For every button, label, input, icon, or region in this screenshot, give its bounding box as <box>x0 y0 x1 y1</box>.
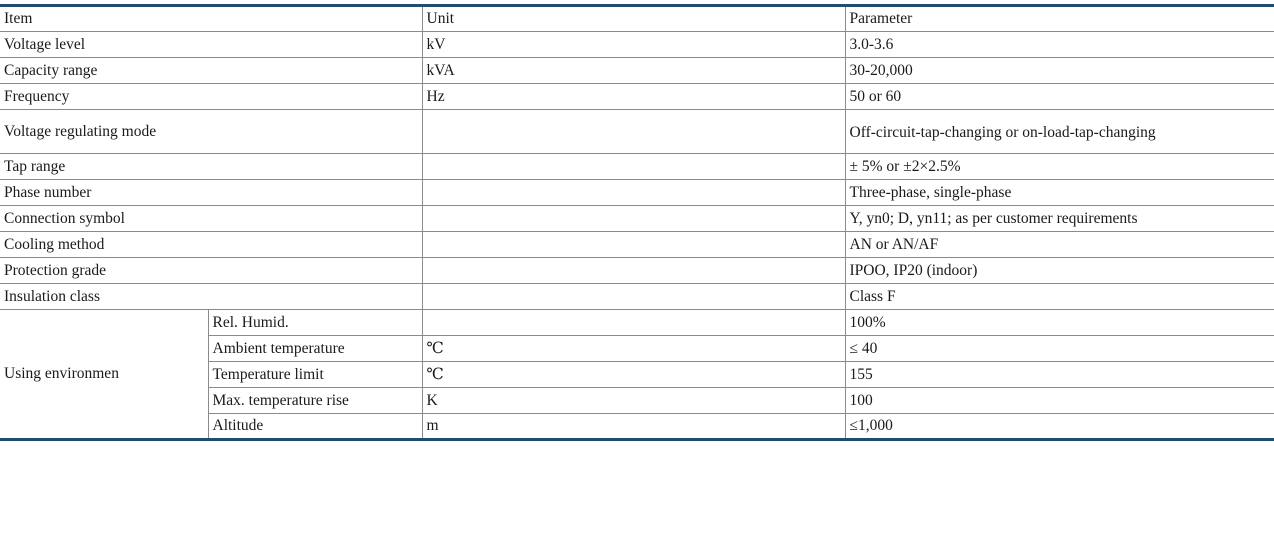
item-cell: Voltage level <box>0 32 422 58</box>
item-cell: Capacity range <box>0 58 422 84</box>
header-parameter: Parameter <box>845 6 1274 32</box>
header-item: Item <box>0 6 422 32</box>
unit-cell <box>422 180 845 206</box>
item-cell: Phase number <box>0 180 422 206</box>
env-param-cell: ≤ 40 <box>845 336 1274 362</box>
table-row <box>0 110 1274 154</box>
unit-cell <box>422 206 845 232</box>
env-param-cell: ≤1,000 <box>845 414 1274 440</box>
item-cell: Insulation class <box>0 284 422 310</box>
table-row <box>0 206 1274 232</box>
unit-cell <box>422 110 845 154</box>
unit-cell <box>422 284 845 310</box>
env-group-label: Using environmen <box>0 310 208 440</box>
param-cell: Y, yn0; D, yn11; as per customer requirements <box>845 206 1274 232</box>
env-unit-cell: K <box>422 388 845 414</box>
env-unit-cell: m <box>422 414 845 440</box>
param-cell: 3.0-3.6 <box>845 32 1274 58</box>
table-row <box>0 32 1274 58</box>
table-row <box>0 84 1274 110</box>
env-item-cell: Temperature limit <box>208 362 422 388</box>
item-cell: Frequency <box>0 84 422 110</box>
item-cell: Voltage regulating mode <box>0 110 422 154</box>
param-cell: ± 5% or ±2×2.5% <box>845 154 1274 180</box>
table-row <box>0 58 1274 84</box>
table-row <box>0 284 1274 310</box>
param-cell: AN or AN/AF <box>845 232 1274 258</box>
param-cell: 30-20,000 <box>845 58 1274 84</box>
param-cell: Class F <box>845 284 1274 310</box>
param-cell: Three-phase, single-phase <box>845 180 1274 206</box>
env-item-cell: Rel. Humid. <box>208 310 422 336</box>
env-unit-cell <box>422 310 845 336</box>
param-cell: 50 or 60 <box>845 84 1274 110</box>
table-row <box>0 258 1274 284</box>
table-row <box>0 180 1274 206</box>
env-item-cell: Altitude <box>208 414 422 440</box>
param-cell: IPOO, IP20 (indoor) <box>845 258 1274 284</box>
table-row <box>0 232 1274 258</box>
env-param-cell: 155 <box>845 362 1274 388</box>
spec-table-container <box>0 4 1274 441</box>
env-unit-cell: ℃ <box>422 336 845 362</box>
unit-cell <box>422 258 845 284</box>
env-param-cell: 100 <box>845 388 1274 414</box>
param-cell: Off-circuit-tap-changing or on-load-tap-changing <box>845 110 1274 154</box>
unit-cell: kV <box>422 32 845 58</box>
item-cell: Protection grade <box>0 258 422 284</box>
specification-table <box>0 4 1274 441</box>
env-param-cell: 100% <box>845 310 1274 336</box>
table-header-row <box>0 6 1274 32</box>
unit-cell <box>422 232 845 258</box>
unit-cell <box>422 154 845 180</box>
unit-cell: Hz <box>422 84 845 110</box>
table-row <box>0 154 1274 180</box>
unit-cell: kVA <box>422 58 845 84</box>
item-cell: Tap range <box>0 154 422 180</box>
item-cell: Connection symbol <box>0 206 422 232</box>
env-item-cell: Max. temperature rise <box>208 388 422 414</box>
env-item-cell: Ambient temperature <box>208 336 422 362</box>
header-unit: Unit <box>422 6 845 32</box>
env-unit-cell: ℃ <box>422 362 845 388</box>
env-row <box>0 310 1274 336</box>
item-cell: Cooling method <box>0 232 422 258</box>
